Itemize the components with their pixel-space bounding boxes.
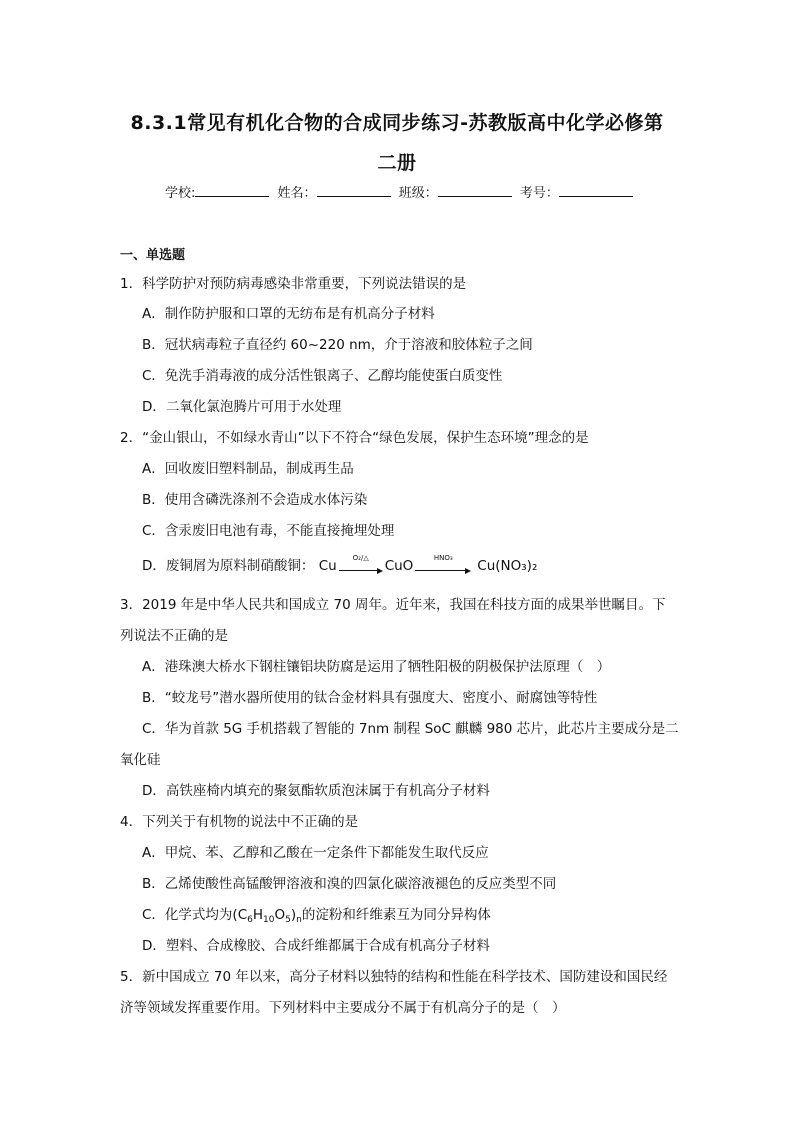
- question-5-stem-line2: 济等领域发挥重要作用。下列材料中主要成分不属于有机高分子的是（ ）: [120, 1000, 566, 1016]
- question-1-stem: 1．科学防护对预防病毒感染非常重要，下列说法错误的是: [120, 276, 467, 292]
- section-heading: 一、单选题: [120, 248, 186, 263]
- question-1-option-c: C．免洗手消毒液的成分活性银离子、乙醇均能使蛋白质变性: [142, 368, 503, 384]
- question-3-option-c-line2: 氧化硅: [120, 752, 161, 768]
- school-blank[interactable]: [195, 184, 269, 197]
- question-3-option-c-line1: C．华为首款 5G 手机搭载了智能的 7nm 制程 SoC 麒麟 980 芯片，此芯片主要成分是二: [142, 721, 679, 737]
- question-2-option-d: [142, 554, 537, 574]
- question-4-stem: 4．下列关于有机物的说法中不正确的是: [120, 814, 359, 830]
- question-2-option-d-text: D．废铜屑为原料制硝酸铜：: [142, 558, 315, 574]
- exam-number-label: 考号：: [519, 186, 559, 201]
- question-2-option-c: C．含汞废旧电池有毒，不能直接掩埋处理: [142, 523, 395, 539]
- question-5-stem-line1: 5．新中国成立 70 年以来，高分子材料以独特的结构和性能在科学技术、国防建设和国民经: [120, 969, 668, 985]
- question-4-option-c-suffix: 的淀粉和纤维素互为同分异构体: [301, 907, 491, 923]
- class-label: 班级：: [398, 186, 438, 201]
- question-4-option-d: D．塑料、合成橡胶、合成纤维都属于合成有机高分子材料: [142, 938, 490, 954]
- question-4-option-b: B．乙烯使酸性高锰酸钾溶液和溴的四氯化碳溶液褪色的反应类型不同: [142, 876, 557, 892]
- question-2-option-b: B．使用含磷洗涤剂不会造成水体污染: [142, 492, 368, 508]
- name-label: 姓名：: [277, 186, 317, 201]
- class-blank[interactable]: [438, 184, 512, 197]
- intermediate-cuo: CuO: [384, 558, 414, 574]
- student-info-row: [165, 182, 637, 201]
- reaction-equation: [318, 554, 538, 574]
- school-label: 学校:: [165, 186, 196, 201]
- question-3-option-a: A．港珠澳大桥水下钢柱镶铝块防腐是运用了牺牲阳极的阴极保护法原理（ ）: [142, 659, 611, 675]
- reaction-arrow-1: [339, 554, 383, 574]
- question-3-option-b: B．“蛟龙号”潜水器所使用的钛合金材料具有强度大、密度小、耐腐蚀等特性: [142, 690, 598, 706]
- document-title-line2: 二册: [377, 152, 417, 174]
- question-4-option-c-prefix: C．化学式均为(C: [142, 907, 248, 923]
- reaction-arrow-2: [415, 554, 471, 574]
- question-1-option-a: A．制作防护服和口罩的无纺布是有机高分子材料: [142, 306, 435, 322]
- question-1-option-b: B．冠状病毒粒子直径约 60~220 nm，介于溶液和胶体粒子之间: [142, 337, 533, 353]
- exam-number-blank[interactable]: [559, 184, 633, 197]
- question-4-option-c: C．化学式均为$(C_6H_{10}O_5)_n$的淀粉和纤维素互为同分异构体: [142, 907, 491, 925]
- question-3-option-d: D．高铁座椅内填充的聚氨酯软质泡沫属于有机高分子材料: [142, 783, 490, 799]
- reaction-condition-2: HNO₃: [433, 554, 453, 562]
- reaction-condition-1: O₂/△: [352, 554, 369, 562]
- question-4-option-a: A．甲烷、苯、乙醇和乙酸在一定条件下都能发生取代反应: [142, 845, 489, 861]
- name-blank[interactable]: [317, 184, 391, 197]
- reactant-cu: Cu: [318, 558, 337, 574]
- document-title-line1: 8.3.1常见有机化合物的合成同步练习-苏教版高中化学必修第: [130, 112, 664, 134]
- question-1-option-d: D．二氧化氯泡腾片可用于水处理: [142, 399, 342, 415]
- product-copper-nitrate: Cu(NO₃)₂: [477, 558, 538, 574]
- question-3-stem-line1: 3．2019 年是中华人民共和国成立 70 周年。近年来，我国在科技方面的成果举世瞩目。下: [120, 597, 666, 613]
- question-2-stem: 2．“金山银山，不如绿水青山”以下不符合“绿色发展，保护生态环境”理念的是: [120, 430, 589, 446]
- question-3-stem-line2: 列说法不正确的是: [120, 628, 228, 644]
- question-2-option-a: A．回收废旧塑料制品，制成再生品: [142, 461, 354, 477]
